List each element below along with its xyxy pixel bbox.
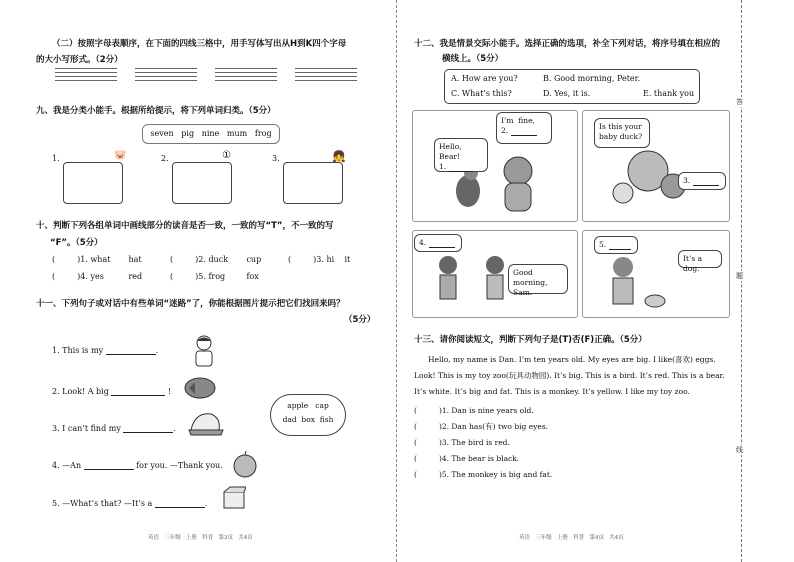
passage-line-3: It’s white. It’s big and fat. This is a monkey. It’s yellow. I like my toy zoo. [414,387,690,396]
s10-title: 十、判断下列各组单词中画线部分的读音是否一致，一致的写“T”，不一致的写 [36,221,334,231]
s9-label-3: 3. [272,154,280,163]
s8-title2: 的大小写形式。（2分） [36,55,123,65]
girl-icon: 👧 [332,150,346,163]
s13-passage [414,352,748,400]
s11-item-2: 2. Look! A big ! [52,387,172,396]
side-char-3: 线 [736,446,743,454]
fish-picture [183,374,217,400]
s10-title2: “F”。（5分） [50,238,103,248]
s13-item-3: ( )3. The bird is red. [414,438,510,447]
cap-picture [187,410,225,440]
s12-bubble-1: Hello, Bear! 1. [434,138,488,172]
s10-item-4: ( )4. yes red [52,272,143,281]
s12-bubble-5: 4. [414,234,462,252]
option-b: B. Good morning, Peter. [543,74,641,83]
s13-item-1: ( )1. Dan is nine years old. [414,406,534,415]
s13-title: 十三、请你阅读短文，判断下列句子是(T)否(F)正确。（5分） [414,335,647,345]
s12-bubble-6: Good morning, Sam. [508,264,568,294]
s12-bubble-2: I’m fine, 2. [496,112,552,144]
s9-word-box [142,124,280,144]
s10-item-3: ( )3. hi it [288,255,351,264]
apple-picture [232,450,258,478]
s13-item-5: ( )5. The monkey is big and fat. [414,470,553,479]
four-line-grid[interactable] [295,68,357,82]
dad-picture [188,333,220,367]
s12-title: 十二、我是情景交际小能手。选择正确的选项，补全下列对话，将序号填在相应的 [414,39,721,49]
s11-item-3: 3. I can’t find my . [52,424,176,433]
s12-bubble-8: It’s a dog. [678,250,722,268]
s9-answer-box-2[interactable] [172,162,232,204]
s12-bubble-4: 3. [678,172,726,190]
s10-item-1: ( )1. what hat [52,255,142,264]
s9-words: seven pig nine mum frog [150,129,272,138]
s13-item-4: ( )4. The bear is black. [414,454,520,463]
s12-options-box [444,69,700,104]
pig-icon: 🐷 [114,150,127,161]
binding-line [741,0,742,562]
s10-item-5: ( )5. frog fox [170,272,259,281]
s11-title: 十一、下列句子或对话中有些单词“迷路”了，你能根据图片提示把它们找回来吗？ [36,299,345,309]
page-divider [396,0,397,562]
s11-item-1: 1. This is my . [52,346,159,355]
side-char-1: 答 [736,98,743,106]
s13-items [414,403,552,483]
s12-title2: 横线上。（5分） [442,54,504,64]
s9-answer-box-3[interactable] [283,162,343,204]
option-e: E. thank you [643,89,695,98]
s11-item-5: 5. —What’s that? —It’s a . [52,499,208,508]
s11-score: （5分） [344,315,376,325]
passage-line-1: Hello, my name is Dan. I’m ten years old. My eyes are big. I like(喜欢) eggs. [428,355,716,364]
s8-title: （二）按照字母表顺序，在下面的四线三格中，用手写体写出从H到K四个字母 [52,39,347,49]
side-char-2: 题 [736,272,743,280]
left-footer: 英语 三年级 上册 科普 第3页 共4页 [148,535,253,541]
s12-bubble-7: 5. [594,236,638,254]
right-footer: 英语 三年级 上册 科普 第4页 共4页 [519,535,624,541]
option-d: D. Yes, it is. [543,89,591,98]
four-line-grid[interactable] [215,68,277,82]
s10-item-2: ( )2. duck cup [170,255,262,264]
option-c: C. What’s this? [451,89,512,98]
s12-bubble-3: Is this your baby duck? [594,118,650,148]
four-line-grid[interactable] [135,68,197,82]
s9-title: 九、我是分类小能手。根据所给提示，将下列单词归类。（5分） [36,106,276,116]
s9-label-1: 1. [52,154,60,163]
number-icon: ① [222,150,231,161]
s11-word-cloud: apple cap dad box fish [270,394,346,436]
option-a: A. How are you? [451,74,518,83]
four-line-grid[interactable] [55,68,117,82]
box-picture [222,486,246,510]
passage-line-2: Look! This is my toy zoo(玩具动物园). It’s big. This is a bird. It’s red. This is a bear. [414,371,725,380]
s11-item-4: 4. —An for you. —Thank you. [52,461,223,470]
s9-answer-box-1[interactable] [63,162,123,204]
s13-item-2: ( )2. Dan has(有) two big eyes. [414,422,549,431]
s9-label-2: 2. [161,154,169,163]
